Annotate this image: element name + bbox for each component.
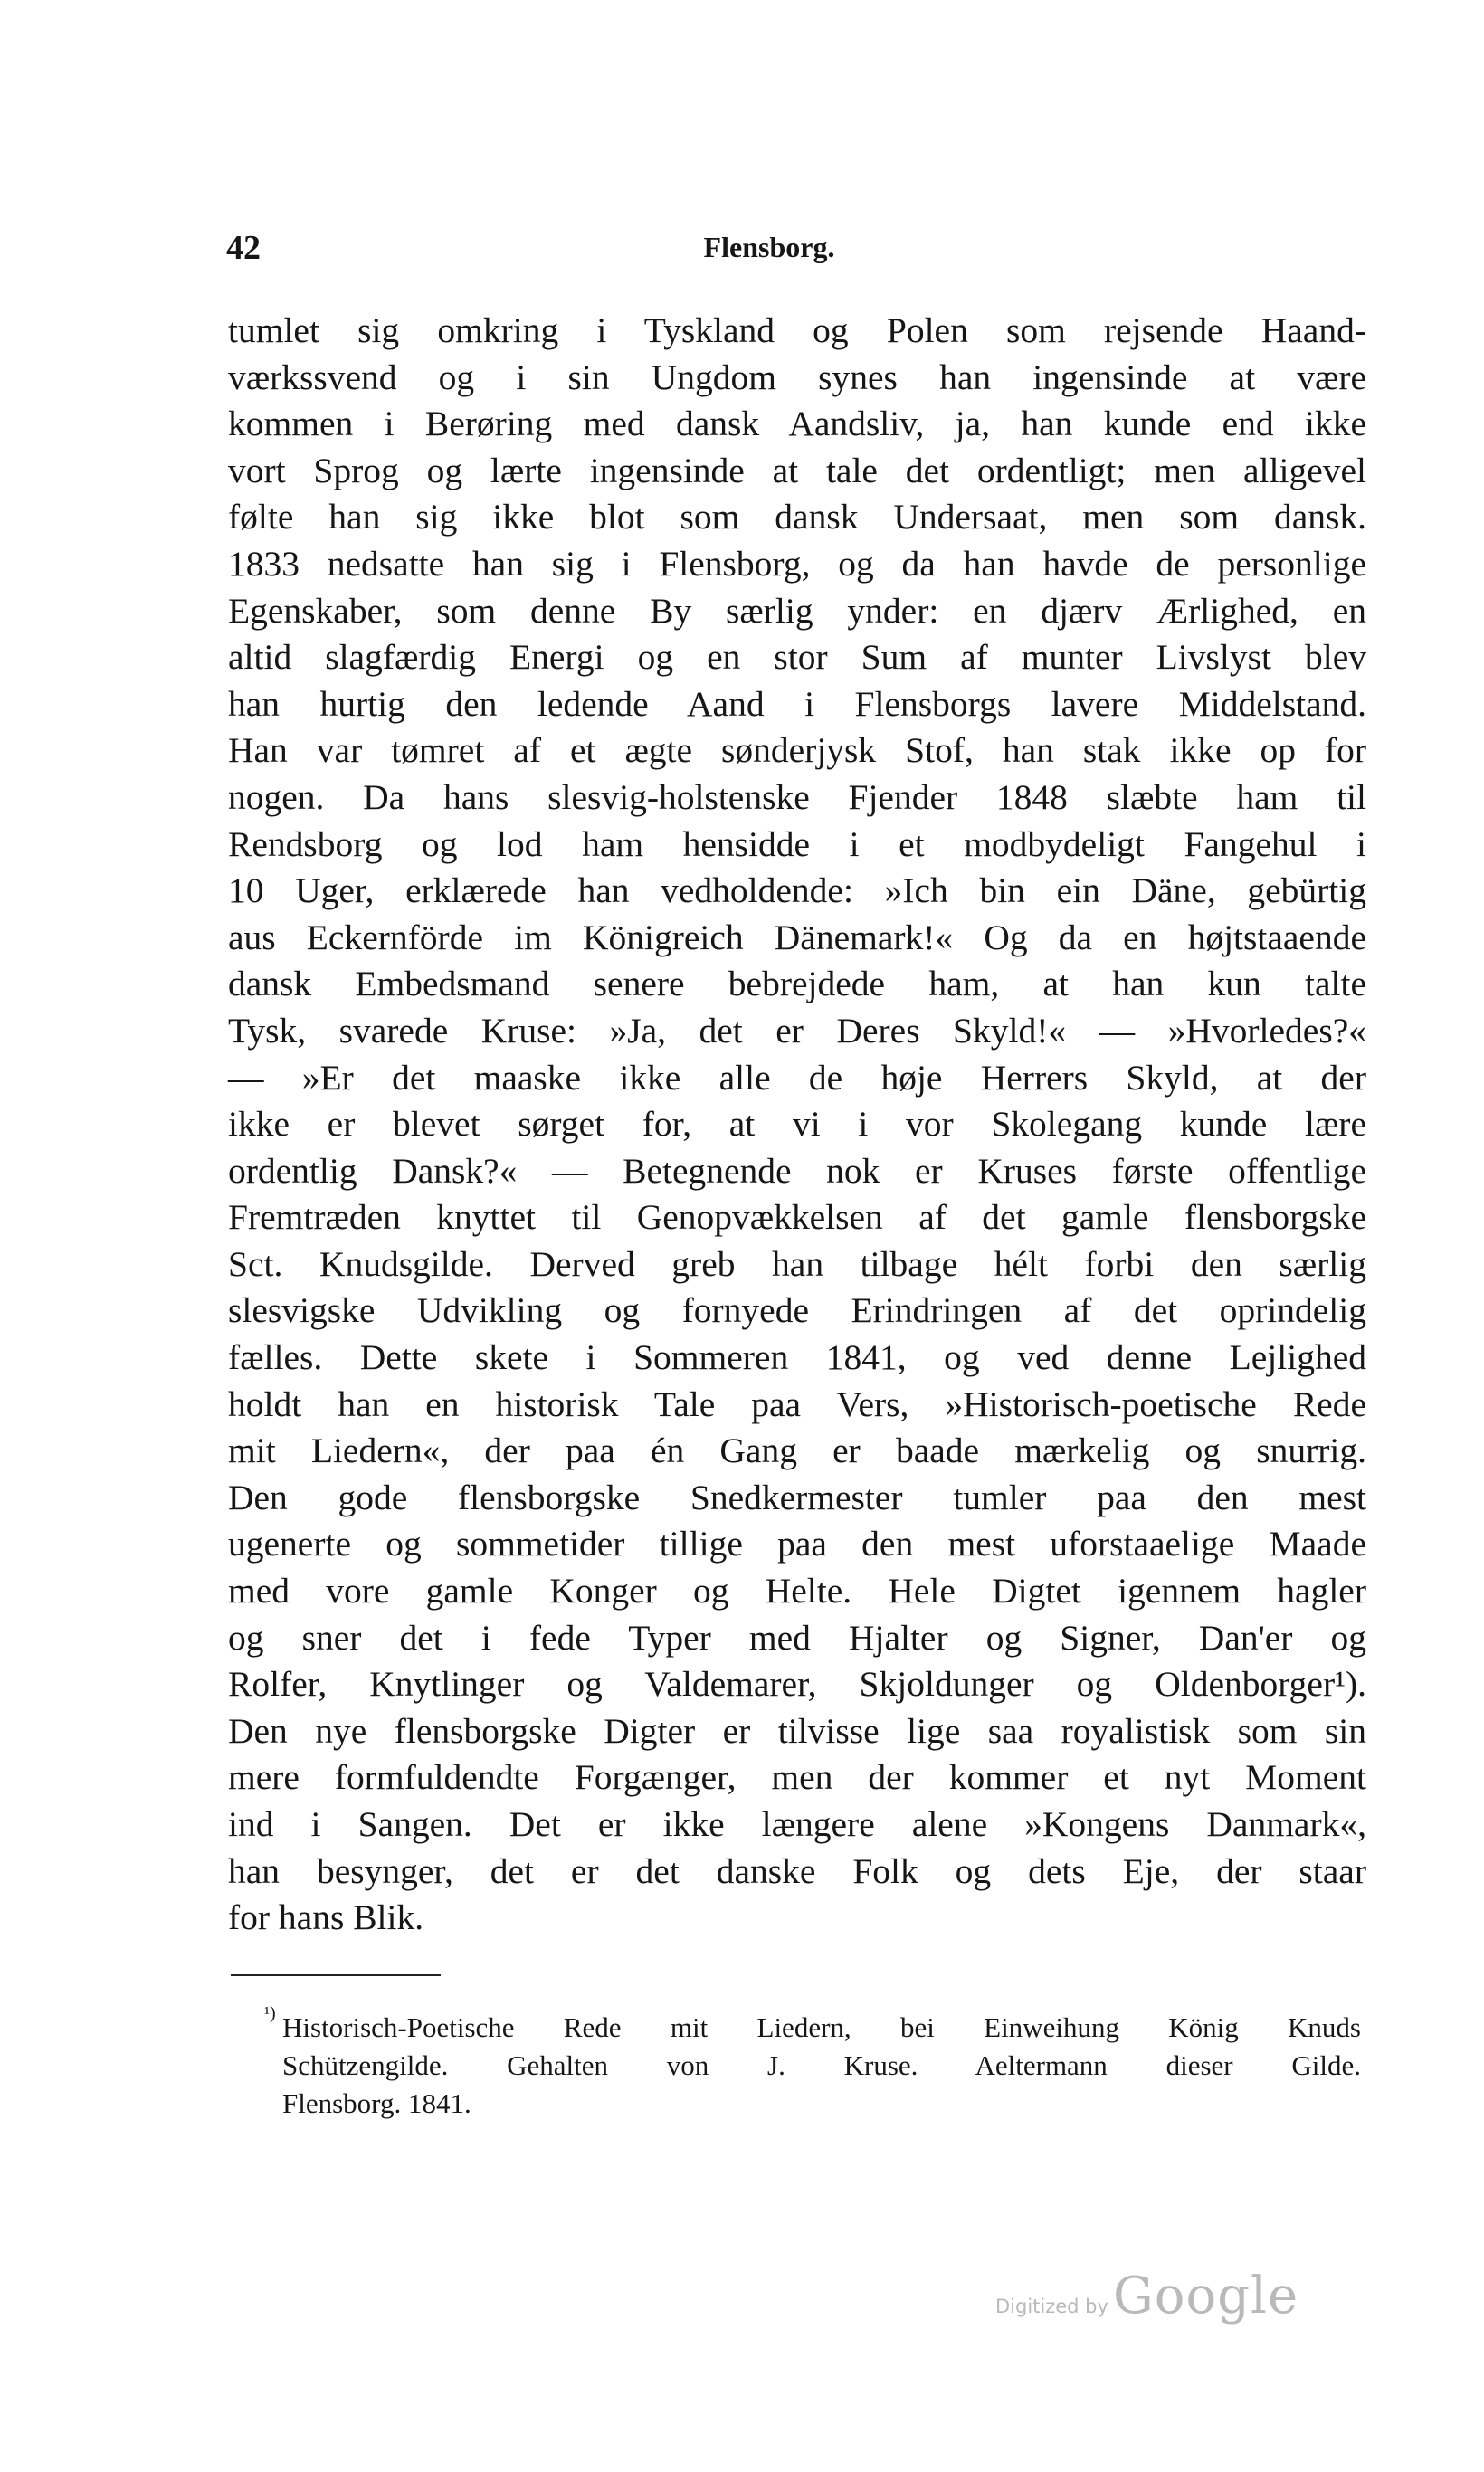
footnote-line: Flensborg. 1841. [282,2087,471,2119]
text-line: Rolfer, Knytlinger og Valdemarer, Skjoldunger og Oldenborger¹). [228,1664,1366,1705]
text-line: Rendsborg og lod ham hensidde i et modbydeligt Fangehul i [228,823,1366,864]
text-line: ugenerte og sommetider tillige paa den mest uforstaaelige Maade [228,1524,1366,1564]
watermark [995,2267,1298,2325]
text-line: og sner det i fede Typer med Hjalter og Signer, Dan'er og [228,1617,1366,1658]
body-text [228,308,1366,1942]
text-line: ikke er blevet sørget for, at vi i vor Skolegang kunde lære [228,1104,1366,1145]
text-line: følte han sig ikke blot som dansk Undersaat, men som dansk. [228,497,1366,537]
watermark-prefix: Digitized by [995,2296,1108,2317]
text-line: aus Eckernförde im Königreich Dänemark!« Og da en højtstaaende [228,917,1366,957]
text-line: for hans Blik. [228,1897,424,1938]
text-line: med vore gamle Konger og Helte. Hele Digtet igennem hagler [228,1571,1366,1612]
text-line: han besynger, det er det danske Folk og dets Eje, der staar [228,1850,1366,1891]
text-line: værkssvend og i sin Ungdom synes han ingensinde at være [228,357,1366,397]
footnote-marker: ¹) [264,2003,276,2023]
text-line: mere formfuldendte Forgænger, men der kommer et nyt Moment [228,1757,1366,1798]
text-line: nogen. Da hans slesvig-holstenske Fjender 1848 slæbte ham til [228,776,1366,817]
text-line: tumlet sig omkring i Tyskland og Polen som rejsende Haand- [228,310,1366,350]
text-line: ordentlig Dansk?« — Betegnende nok er Kruses første offentlige [228,1150,1366,1191]
text-line: 1833 nedsatte han sig i Flensborg, og da han havde de personlige [228,543,1366,584]
text-line: altid slagfærdig Energi og en stor Sum af munter Livslyst blev [228,637,1366,678]
text-line: kommen i Berøring med dansk Aandsliv, ja, han kunde end ikke [228,404,1366,444]
text-line: Egenskaber, som denne By særlig ynder: en djærv Ærlighed, en [228,590,1366,631]
text-line: mit Liedern«, der paa én Gang er baade mærkelig og snurrig. [228,1431,1366,1471]
text-line: han hurtig den ledende Aand i Flensborgs lavere Middelstand. [228,683,1366,724]
text-line: ind i Sangen. Det er ikke længere alene »Kongens Danmark«, [228,1804,1366,1844]
watermark-brand: Google [1113,2267,1299,2325]
text-line: Den gode flensborgske Snedkermester tumler paa den mest [228,1477,1366,1517]
footnote-line: Schützengilde. Gehalten von J. Kruse. Aeltermann dieser Gilde. [282,2049,1361,2081]
text-line: 10 Uger, erklærede han vedholdende: »Ich bin ein Däne, gebürtig [228,870,1366,911]
text-line: holdt han en historisk Tale paa Vers, »Historisch-poetische Rede [228,1383,1366,1424]
page-number: 42 [226,229,261,267]
running-title: Flensborg. [703,231,835,263]
text-line: slesvigske Udvikling og fornyede Erindringen af det oprindelig [228,1290,1366,1331]
text-line: dansk Embedsmand senere bebrejdede ham, at han kun talte [228,964,1366,1004]
footnote-rule [231,1974,441,1976]
text-line: vort Sprog og lærte ingensinde at tale det ordentligt; men alligevel [228,450,1366,490]
footnotes [264,2003,1361,2123]
text-line: Fremtræden knyttet til Genopvækkelsen af det gamle flensborgske [228,1197,1366,1238]
text-line: Han var tømret af et ægte sønderjysk Stof, han stak ikke op for [228,730,1366,771]
text-line: Den nye flensborgske Digter er tilvisse lige saa royalistisk som sin [228,1710,1366,1751]
text-line: — »Er det maaske ikke alle de høje Herrers Skyld, at der [228,1057,1366,1098]
footnote-line: Historisch-Poetische Rede mit Liedern, bei Einweihung König Knuds [282,2011,1361,2043]
text-line: Sct. Knudsgilde. Derved greb han tilbage hélt forbi den særlig [228,1243,1366,1284]
text-line: Tysk, svarede Kruse: »Ja, det er Deres Skyld!« — »Hvorledes?« [228,1010,1366,1051]
text-line: fælles. Dette skete i Sommeren 1841, og ved denne Lejlighed [228,1337,1366,1378]
